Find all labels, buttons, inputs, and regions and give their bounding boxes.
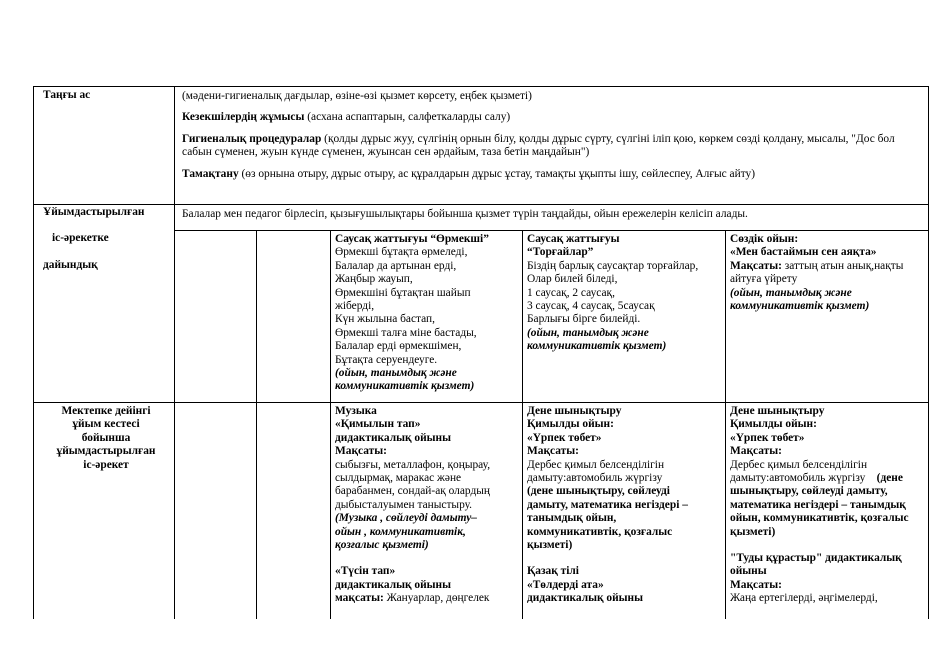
column-divider (256, 230, 257, 619)
row-divider (174, 230, 929, 231)
prep-label-line: Ұйымдастырылған (43, 206, 145, 218)
prep-col5-word-game (730, 233, 926, 313)
poem-line: Өрмекші талға міне бастады, (335, 326, 477, 339)
row-label-breakfast: Таңғы ас (43, 89, 91, 101)
column-divider (725, 230, 726, 619)
poem-line: жіберді, (335, 300, 375, 313)
goal-line: Жаңа ертегілерді, әңгімелерді, (730, 592, 878, 605)
goal-line: Дербес қимыл белсенділігін (730, 458, 868, 471)
subject-title: Дене шынықтыру (527, 405, 622, 417)
activity-note: коммуникативтік, қозғалыс (527, 525, 673, 538)
goal-text: заттың атын анық,нақты (781, 259, 904, 272)
row-label-prep (43, 206, 171, 272)
activity-note: (ойын, танымдық және (527, 326, 649, 339)
hygiene-title: Гигиеналық процедуралар (182, 132, 322, 145)
game-type: ойыны (730, 565, 767, 578)
column-divider (174, 86, 175, 619)
prep-col3-finger-game (335, 233, 521, 394)
prep-label-line: іс-әрекетке (52, 232, 109, 245)
activity-note: қызметі) (730, 525, 776, 538)
prep-col4-finger-game (527, 233, 723, 354)
subject-title: Дене шынықтыру (730, 405, 825, 417)
goal-text: дамыту:автомобиль жүргізу (730, 472, 866, 485)
game-name: «Үрпек төбет» (730, 431, 805, 444)
activity-note: қызметі) (527, 539, 573, 552)
activity-note: (дене (865, 472, 903, 485)
poem-line: 3 саусақ, 4 саусақ, 5саусақ (527, 300, 655, 313)
activity-note: коммуникативтік қызмет) (730, 300, 870, 313)
activity-note: (ойын, танымдық және (335, 367, 457, 380)
activity-note: шынықтыру, сөйлеуді дамыту, (730, 485, 888, 498)
goal-line: айтуға үйрету (730, 273, 798, 286)
hygiene-text: (қолды дұрыс жуу, сүлгінің орнын білу, қолды дұрыс сүрту, сүлгіні іліп қою, көркем сөзді қолдану, мысалы, "Дос бол сабын сүменен, жуын күнде сүменен, жуынсан сен әрдайым, таза бетін маңдайын") (182, 132, 895, 159)
goal-line: Дербес қимыл белсенділігін (527, 458, 665, 471)
activity-note: коммуникативтік қызмет) (335, 380, 475, 393)
goal-label: Мақсаты: (730, 578, 782, 591)
duty-paragraph (182, 111, 924, 124)
activity-note: (Музыка , сөйлеуді дамыту– (335, 512, 477, 525)
finger-game-title: Саусақ жаттығуы “Өрмекші” (335, 233, 489, 245)
duty-title: Кезекшілердің жұмысы (182, 111, 305, 124)
goal-line: дамыту:автомобиль жүргізу (527, 472, 663, 485)
poem-line: Өрмекші бұтақта өрмеледі, (335, 246, 468, 259)
activity-note: қозғалыс қызметі) (335, 539, 429, 552)
table-border-right (928, 86, 929, 619)
row-label-schedule (47, 405, 165, 472)
poem-line: Бұтақта серуендеуге. (335, 353, 438, 366)
activity-note: коммуникативтік қызмет) (527, 340, 667, 353)
goal-line: сылдырмақ, маракас және (335, 472, 462, 485)
schedule-col5-pe (730, 405, 926, 606)
meal-text: (өз орнына отыру, дұрыс отыру, ас құралдарын дұрыс ұстау, тамақты ұқыпты ішу, сөйлеспеу, Алғыс айту) (238, 167, 756, 180)
poem-line: Өрмекшіні бұтақтан шайып (335, 286, 471, 299)
schedule-col3-music (335, 405, 521, 606)
goal-label: Мақсаты: (527, 445, 579, 458)
activity-note: математика негіздері – танымдық (730, 498, 906, 511)
game-name: «Үрпек төбет» (527, 431, 602, 444)
activity-note: ойын , коммуникативтік, (335, 525, 466, 538)
game-kind: Қимылды ойын: (730, 418, 817, 431)
game-type: дидактикалық ойыны (335, 431, 451, 444)
schedule-col4-pe (527, 405, 723, 606)
prep-description: Балалар мен педагог бірлесіп, қызығушылықтары бойынша қызмет түрін таңдайды, ойын ережелерін келісіп алады. (182, 208, 748, 220)
hygiene-paragraph (182, 133, 924, 160)
goal-line: барабанмен, сондай-ақ олардың (335, 485, 491, 498)
column-divider (330, 230, 331, 619)
poem-line: Балалар ерді өрмекшімен, (335, 340, 462, 353)
poem-line: Біздің барлық саусақтар торғайлар, (527, 259, 699, 272)
breakfast-intro: (мәдени-гигиеналық дағдылар, өзіне-өзі қызмет көрсету, еңбек қызметі) (182, 90, 532, 102)
table-border-left (33, 86, 34, 619)
activity-note: дамыту, математика негіздері – (527, 498, 688, 511)
goal-label: мақсаты: (335, 592, 384, 605)
finger-game-name: “Торғайлар” (527, 246, 594, 259)
meal-paragraph (182, 168, 924, 181)
finger-game-title: Саусақ жаттығуы (527, 233, 620, 245)
meal-title: Тамақтану (182, 167, 239, 180)
goal-label: Мақсаты: (335, 445, 387, 458)
game-type: дидактикалық ойыны (527, 592, 643, 605)
goal-text: Жануарлар, дөңгелек (383, 592, 490, 605)
subject-title: Қазақ тілі (527, 565, 579, 578)
poem-line: 1 саусақ, 2 саусақ, (527, 286, 615, 299)
game-type: дидактикалық ойыны (335, 578, 451, 591)
column-divider (522, 230, 523, 619)
poem-line: Жаңбыр жауып, (335, 273, 413, 286)
game-name: «Қимылын тап» (335, 418, 421, 431)
goal-line (730, 472, 926, 485)
goal-label: Мақсаты: (730, 259, 782, 272)
duty-text: (асхана аспаптарын, салфеткаларды салу) (304, 111, 511, 124)
activity-note: (дене шынықтыру, сөйлеуді (527, 485, 670, 498)
poem-line: Балалар да артынан ерді, (335, 259, 457, 272)
schedule-label-line: Мектепке дейінгі (61, 405, 151, 417)
prep-label-line: дайындық (43, 258, 98, 271)
row-divider (33, 204, 929, 205)
goal-line: дыбысталуымен таныстыру. (335, 498, 473, 511)
poem-line: Күн жылына бастап, (335, 313, 435, 326)
activity-note: (ойын, танымдық және (730, 286, 852, 299)
goal-label: Мақсаты: (730, 445, 782, 458)
schedule-label-line: іс-әрекет (83, 458, 129, 471)
breakfast-content (182, 90, 924, 181)
schedule-label-line: ұйымдастырылған (56, 445, 156, 458)
game-name: «Түсін тап» (335, 565, 396, 578)
game-name: «Төлдерді ата» (527, 578, 604, 591)
schedule-label-line: ұйым кестесі бойынша (72, 418, 140, 444)
activity-note: танымдық ойын, (527, 512, 617, 525)
poem-line: Олар билей біледі, (527, 273, 618, 286)
game-kind: Қимылды ойын: (527, 418, 614, 431)
word-game-title: Сөздік ойын: (730, 233, 799, 245)
activity-note: ойын, коммуникативтік, қозғалыс (730, 512, 909, 525)
goal-line (335, 592, 521, 605)
subject-title: Музыка (335, 405, 377, 417)
row-divider (33, 402, 929, 403)
goal-line (730, 260, 926, 273)
plan-table (33, 86, 929, 619)
game-name: "Туды құрастыр" дидактикалық (730, 552, 902, 565)
table-border-top (33, 86, 929, 87)
word-game-name: «Мен бастаймын сен аяқта» (730, 246, 877, 259)
goal-line: сыбызғы, металлафон, қоңырау, (335, 458, 491, 471)
poem-line: Барлығы бірге билейді. (527, 313, 641, 326)
